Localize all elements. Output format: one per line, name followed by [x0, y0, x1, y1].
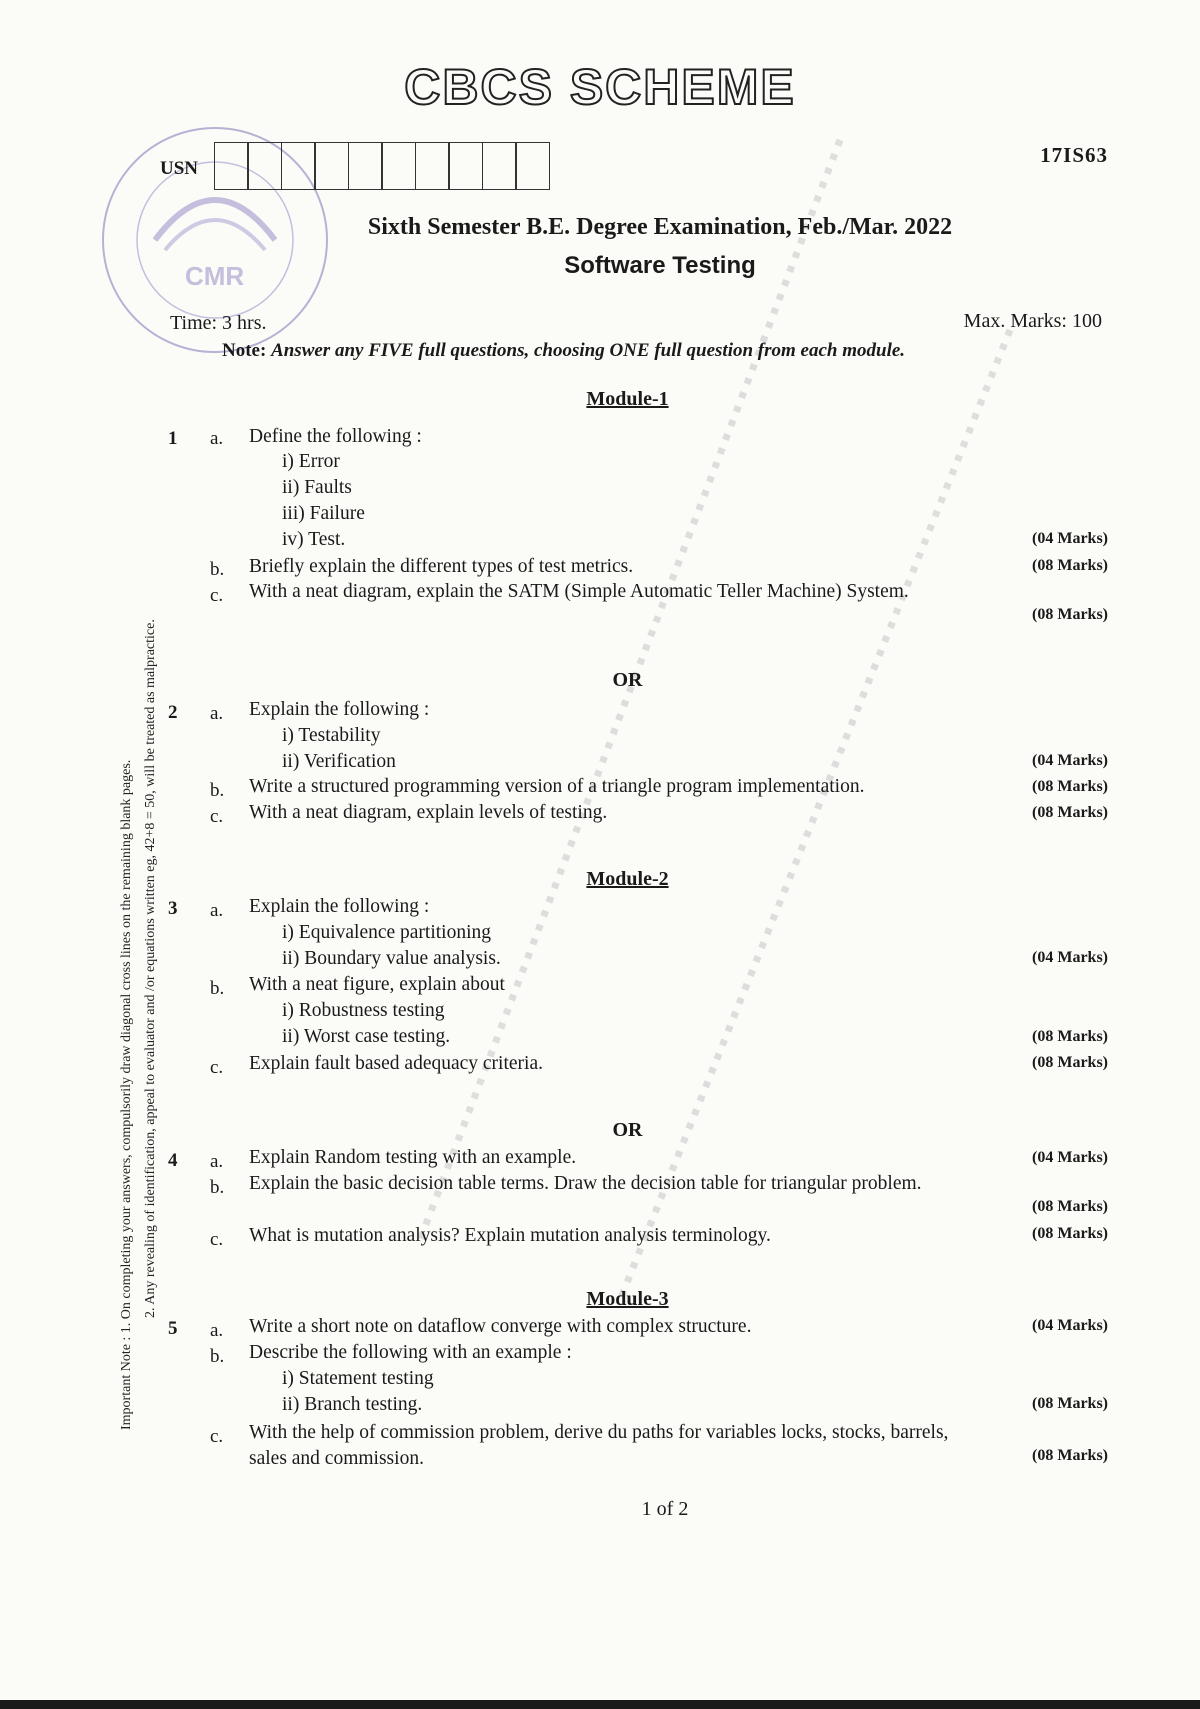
- q3b-text: With a neat figure, explain about: [249, 974, 505, 995]
- q5c-marks: (08 Marks): [1032, 1447, 1108, 1464]
- subject-title: Software Testing: [564, 252, 756, 279]
- module-3-heading: Module-3: [586, 1288, 669, 1310]
- q4c-marks: (08 Marks): [1032, 1225, 1108, 1242]
- scan-edge: [0, 1700, 1200, 1709]
- note-label: Note:: [222, 340, 267, 361]
- question-3-number: 3: [168, 898, 178, 919]
- q1a-text: Define the following :: [249, 426, 422, 447]
- q3b-marks: (08 Marks): [1032, 1028, 1108, 1045]
- q4a-part: a.: [210, 1151, 224, 1172]
- q1a-item: ii) Faults: [282, 477, 352, 498]
- usn-label: USN: [160, 158, 199, 179]
- q1b-text: Briefly explain the different types of test metrics.: [249, 556, 634, 577]
- q1a-part: a.: [210, 428, 224, 449]
- side-note-line-1: Important Note : 1. On completing your answers, compulsorily draw diagonal cross lines on the remaining blank pages.: [119, 759, 134, 1430]
- side-note-line-2: 2. Any revealing of identification, appeal to evaluator and /or equations written eg, 42+8 = 50, will be treated as malpractice.: [143, 619, 158, 1318]
- q2c-text: With a neat diagram, explain levels of testing.: [249, 802, 608, 823]
- usn-box: [415, 142, 450, 190]
- max-marks: Max. Marks: 100: [963, 310, 1102, 332]
- q2a-marks: (04 Marks): [1032, 752, 1108, 769]
- module-2-heading: Module-2: [586, 868, 669, 890]
- q5b-text: Describe the following with an example :: [249, 1342, 572, 1363]
- q3a-item: i) Equivalence partitioning: [282, 922, 492, 943]
- subject-code: 17IS63: [1040, 143, 1108, 167]
- note-text: Answer any FIVE full questions, choosing ONE full question from each module.: [271, 340, 906, 361]
- q2a-part: a.: [210, 703, 224, 724]
- q4b-marks: (08 Marks): [1032, 1198, 1108, 1215]
- q5b-part: b.: [210, 1346, 225, 1367]
- q2b-marks: (08 Marks): [1032, 778, 1108, 795]
- question-1-number: 1: [168, 428, 178, 449]
- usn-box: [348, 142, 383, 190]
- question-2-number: 2: [168, 702, 178, 723]
- q1c-text: With a neat diagram, explain the SATM (Simple Automatic Teller Machine) System.: [249, 581, 909, 602]
- q1a-marks: (04 Marks): [1032, 530, 1108, 547]
- q5a-marks: (04 Marks): [1032, 1317, 1108, 1334]
- q3c-marks: (08 Marks): [1032, 1054, 1108, 1071]
- q1c-part: c.: [210, 585, 224, 606]
- exam-title: Sixth Semester B.E. Degree Examination, Feb./Mar. 2022: [367, 214, 953, 240]
- scheme-title: CBCS SCHEME: [404, 59, 796, 115]
- usn-box: [515, 142, 550, 190]
- q5a-text: Write a short note on dataflow converge with complex structure.: [249, 1316, 752, 1337]
- q5c-part: c.: [210, 1426, 224, 1447]
- page-number: 1 of 2: [641, 1498, 689, 1520]
- usn-box: [247, 142, 282, 190]
- q1a-item: iv) Test.: [282, 529, 346, 550]
- time-allowed: Time: 3 hrs.: [170, 312, 267, 334]
- q3a-part: a.: [210, 900, 224, 921]
- q5b-item: ii) Branch testing.: [282, 1394, 423, 1415]
- q3a-item: ii) Boundary value analysis.: [282, 948, 501, 969]
- q4a-text: Explain Random testing with an example.: [249, 1147, 577, 1168]
- q2c-marks: (08 Marks): [1032, 804, 1108, 821]
- usn-box: [381, 142, 416, 190]
- or-divider: OR: [612, 1119, 643, 1141]
- q5b-marks: (08 Marks): [1032, 1395, 1108, 1412]
- question-5-number: 5: [168, 1318, 178, 1339]
- q3a-marks: (04 Marks): [1032, 949, 1108, 966]
- q2a-item: i) Testability: [282, 725, 381, 746]
- q3c-text: Explain fault based adequacy criteria.: [249, 1053, 543, 1074]
- question-4-number: 4: [168, 1150, 178, 1171]
- seal-label: CMR: [185, 261, 245, 291]
- q1a-item: iii) Failure: [282, 503, 365, 524]
- side-important-note: [115, 330, 163, 1430]
- q5a-part: a.: [210, 1320, 224, 1341]
- q3c-part: c.: [210, 1057, 224, 1078]
- q5c-text-line1: With the help of commission problem, derive du paths for variables locks, stocks, barrels,: [249, 1422, 949, 1443]
- usn-box: [281, 142, 316, 190]
- module-1-heading: Module-1: [586, 388, 669, 410]
- q3a-text: Explain the following :: [249, 896, 430, 917]
- usn-box: [214, 142, 249, 190]
- usn-box: [448, 142, 483, 190]
- q5b-item: i) Statement testing: [282, 1368, 434, 1389]
- usn-box: [314, 142, 349, 190]
- q3b-part: b.: [210, 978, 225, 999]
- q1c-marks: (08 Marks): [1032, 606, 1108, 623]
- or-divider: OR: [612, 669, 643, 691]
- q2a-item: ii) Verification: [282, 751, 396, 772]
- q4c-part: c.: [210, 1229, 224, 1250]
- q3b-item: i) Robustness testing: [282, 1000, 445, 1021]
- q4a-marks: (04 Marks): [1032, 1149, 1108, 1166]
- q2b-part: b.: [210, 780, 225, 801]
- q4b-text: Explain the basic decision table terms. Draw the decision table for triangular problem.: [249, 1173, 922, 1194]
- q1b-part: b.: [210, 559, 225, 580]
- q3b-item: ii) Worst case testing.: [282, 1026, 451, 1047]
- usn-box: [482, 142, 517, 190]
- q1a-item: i) Error: [282, 451, 340, 472]
- q2c-part: c.: [210, 806, 224, 827]
- q2a-text: Explain the following :: [249, 699, 430, 720]
- q4b-part: b.: [210, 1177, 225, 1198]
- usn-boxes: [215, 142, 550, 190]
- q5c-text-line2: sales and commission.: [249, 1448, 424, 1469]
- q1b-marks: (08 Marks): [1032, 557, 1108, 574]
- q2b-text: Write a structured programming version of a triangle program implementation.: [249, 776, 865, 797]
- instructions-note: [222, 340, 905, 362]
- q4c-text: What is mutation analysis? Explain mutation analysis terminology.: [249, 1225, 771, 1246]
